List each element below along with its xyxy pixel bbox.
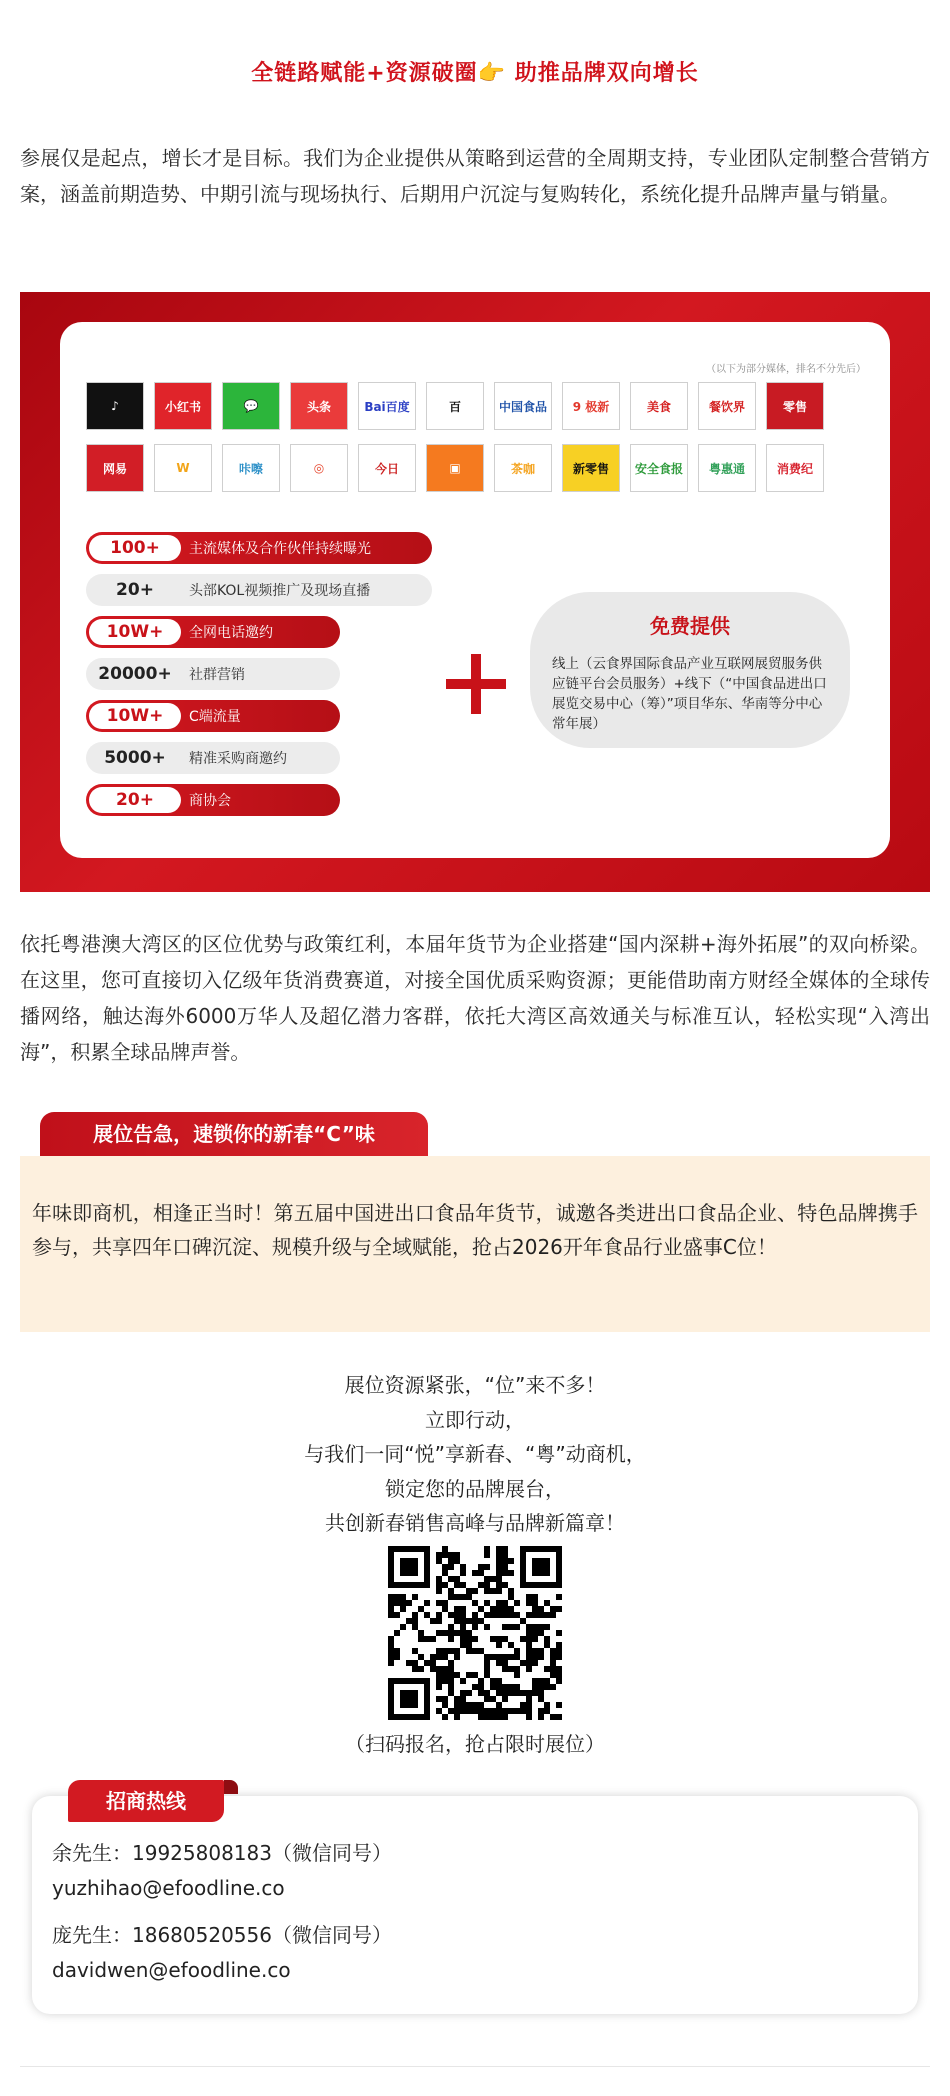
stat-label: 头部KOL视频推广及现场直播 bbox=[189, 583, 371, 599]
contact-email[interactable]: yuzhihao@efoodline.co bbox=[52, 1876, 285, 1900]
yuehuitong-logo: 粤惠通 bbox=[698, 444, 756, 492]
page-title: 全链路赋能+资源破圈👉 助推品牌双向增长 bbox=[251, 61, 699, 86]
media-pw-logo: 咔嚓 bbox=[222, 444, 280, 492]
lingshou-logo: 零售 bbox=[766, 382, 824, 430]
stat-row bbox=[86, 700, 340, 732]
media-w-logo: W bbox=[154, 444, 212, 492]
contact-phone[interactable]: 余先生：19925808183（微信同号） bbox=[52, 1841, 392, 1865]
cta-line: 立即行动， bbox=[425, 1407, 525, 1432]
wangyi-logo: 网易 bbox=[86, 444, 144, 492]
stat-label: 社群营销 bbox=[189, 667, 245, 683]
grid-spacer bbox=[834, 444, 894, 492]
free-offer-title: 免费提供 bbox=[650, 614, 730, 638]
stat-row bbox=[86, 616, 340, 648]
cta-line: 锁定您的品牌展台， bbox=[385, 1476, 565, 1501]
contact-phone[interactable]: 庞先生：18680520556（微信同号） bbox=[52, 1923, 392, 1947]
promo-banner bbox=[20, 292, 930, 892]
qingfeiji-logo: 消费纪 bbox=[766, 444, 824, 492]
media-bell-logo: ◎ bbox=[290, 444, 348, 492]
grid-spacer bbox=[834, 382, 894, 430]
bottom-divider bbox=[20, 2066, 930, 2067]
stat-number: 20+ bbox=[116, 580, 154, 600]
promo-card bbox=[60, 322, 890, 858]
jixin-logo: 9 极新 bbox=[562, 382, 620, 430]
stat-label: 全网电话邀约 bbox=[189, 625, 273, 641]
stats-list bbox=[86, 532, 432, 826]
cta-line: 共创新春销售高峰与品牌新篇章！ bbox=[325, 1511, 625, 1535]
toutiao-logo: 头条 bbox=[290, 382, 348, 430]
canyinjie-logo: 餐饮界 bbox=[698, 382, 756, 430]
stat-label: C端流量 bbox=[189, 709, 241, 725]
notice-text: 年味即商机，相逢正当时！第五届中国进出口食品年货节，诚邀各类进出口食品企业、特色品牌携手参与，共享四年口碑沉淀、规模升级与全域赋能，抢占2026开年食品行业盛事C位！ bbox=[32, 1201, 918, 1259]
media-logo-grid bbox=[86, 382, 866, 492]
contact-email[interactable]: davidwen@efoodline.co bbox=[52, 1958, 291, 1982]
notice-box bbox=[20, 1156, 930, 1332]
qr-code[interactable] bbox=[388, 1546, 562, 1720]
media-note: （以下为部分媒体，排名不分先后） bbox=[706, 364, 866, 375]
hotline-tab: 招商热线 bbox=[68, 1780, 224, 1822]
stat-row bbox=[86, 784, 340, 816]
media-7-logo: 中国食品 bbox=[494, 382, 552, 430]
baidu-logo: Bai百度 bbox=[358, 382, 416, 430]
qr-caption: （扫码报名，抢占限时展位） bbox=[345, 1732, 605, 1756]
contact-2 bbox=[52, 1918, 392, 1988]
xinlingshou-logo: 新零售 bbox=[562, 444, 620, 492]
stat-row bbox=[86, 658, 340, 690]
stat-number: 10W+ bbox=[89, 703, 181, 729]
anquan-logo: 安全食报 bbox=[630, 444, 688, 492]
stat-number: 10W+ bbox=[89, 619, 181, 645]
wechat-logo: 💬 bbox=[222, 382, 280, 430]
plus-icon bbox=[446, 654, 506, 714]
media-news-logo: 今日 bbox=[358, 444, 416, 492]
stat-row bbox=[86, 532, 432, 564]
stat-number: 20000+ bbox=[98, 664, 172, 684]
xiaohongshu-logo: 小红书 bbox=[154, 382, 212, 430]
stat-row bbox=[86, 574, 432, 606]
stat-row bbox=[86, 742, 340, 774]
stat-number: 100+ bbox=[89, 535, 181, 561]
cta-lines bbox=[0, 1368, 950, 1541]
stat-number: 5000+ bbox=[104, 748, 166, 768]
stat-label: 精准采购商邀约 bbox=[189, 751, 287, 767]
stat-number: 20+ bbox=[89, 787, 181, 813]
media-6-logo: 百 bbox=[426, 382, 484, 430]
intro-paragraph: 参展仅是起点，增长才是目标。我们为企业提供从策略到运营的全周期支持，专业团队定制整合营销方案，涵盖前期造势、中期引流与现场执行、后期用户沉淀与复购转化，系统化提升品牌声量与销量。 bbox=[20, 146, 930, 206]
tiktok-logo: ♪ bbox=[86, 382, 144, 430]
free-offer-box bbox=[530, 592, 850, 748]
kuaishou-logo: ▣ bbox=[426, 444, 484, 492]
stat-label: 主流媒体及合作伙伴持续曝光 bbox=[189, 541, 371, 557]
meishi-logo: 美食 bbox=[630, 382, 688, 430]
cta-line: 展位资源紧张，“位”来不多！ bbox=[344, 1373, 606, 1397]
notice-tab: 展位告急，速锁你的新春“C”味 bbox=[40, 1112, 428, 1156]
free-offer-text: 线上（云食界国际食品产业互联网展贸服务供应链平台会员服务）+线下（“中国食品进出口展览交易中心（筹）”项目华东、华南等分中心常年展） bbox=[552, 656, 827, 732]
contact-1 bbox=[52, 1836, 392, 1906]
chaka-logo: 茶咖 bbox=[494, 444, 552, 492]
body-paragraph: 依托粤港澳大湾区的区位优势与政策红利，本届年货节为企业搭建“国内深耕+海外拓展”的双向桥梁。在这里，您可直接切入亿级年货消费赛道，对接全国优质采购资源；更能借助南方财经全媒体的全球传播网络，触达海外6000万华人及超亿潜力客群，依托大湾区高效通关与标准互认，轻松实现“入湾出海”，积累全球品牌声誉。 bbox=[20, 932, 930, 1064]
cta-line: 与我们一同“悦”享新春、“粤”动商机， bbox=[304, 1442, 646, 1466]
stat-label: 商协会 bbox=[189, 793, 231, 809]
